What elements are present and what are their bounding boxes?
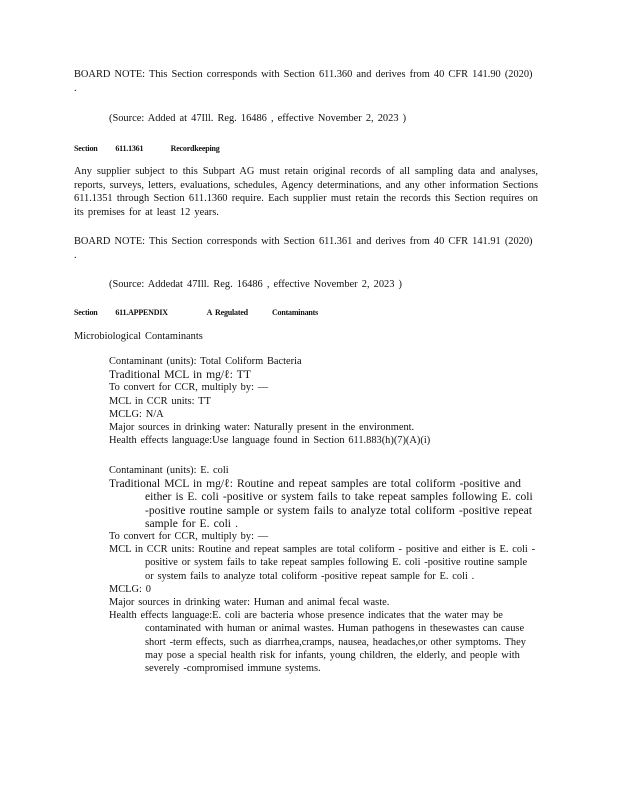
mcl-ccr-units: MCL in CCR units: Routine and repeat samples are total coliform - positive and either is E. coli -positive or system fails to take repeat samples following E. coli -positive routine sample or system fails to analyze total coliform -positive repeat sample for E. coli . — [109, 544, 536, 582]
mclg: MCLG: N/A — [109, 408, 164, 420]
contaminant-total-coliform — [109, 355, 539, 447]
board-note-1: BOARD NOTE: This Section corresponds with Section 611.360 and derives from 40 CFR 141.90 (2020) . — [74, 69, 533, 94]
major-sources: Major sources in drinking water: Human and animal fecal waste. — [109, 597, 390, 609]
section-number: 611.1361 — [115, 144, 144, 153]
major-sources: Major sources in drinking water: Naturally present in the environment. — [109, 422, 415, 434]
section-title: A Regulated — [206, 308, 248, 317]
convert-factor: To convert for CCR, multiply by: — — [109, 531, 269, 543]
mcl-ccr-units: MCL in CCR units: TT — [109, 395, 211, 407]
section-label: Section — [74, 144, 98, 153]
board-note-2: BOARD NOTE: This Section corresponds with Section 611.361 and derives from 40 CFR 141.91 (2020) . — [74, 236, 533, 261]
contaminant-name: Contaminant (units): Total Coliform Bacteria — [109, 356, 302, 367]
convert-factor: To convert for CCR, multiply by: — — [109, 382, 269, 394]
contaminant-name: Contaminant (units): E. coli — [109, 465, 229, 476]
section-title-2: Contaminants — [271, 308, 318, 317]
traditional-mcl: Traditional MCL in mg/ℓ: Routine and repeat samples are total coliform -positive and either is E. coli -positive or system fails to take repeat samples following E. coli -positive routine sample or system fails to analyze total coliform -positive repeat sample for E. coli . — [109, 477, 533, 530]
category-heading: Microbiological Contaminants — [74, 331, 203, 342]
section-number: 611.APPENDIX — [115, 308, 168, 317]
health-effects: Health effects language:Use language found in Section 611.883(h)(7)(A)(i) — [109, 435, 431, 447]
traditional-mcl: Traditional MCL in mg/ℓ: TT — [109, 368, 251, 382]
recordkeeping-paragraph: Any supplier subject to this Subpart AG must retain original records of all sampling data and analyses, reports, surveys, letters, evaluations, schedules, Agency determinations, and any other information Sections 611.1351 through Section 611.1360 require. Each supplier must retain the records this Section requires on its premises for at least 12 years. — [74, 166, 538, 218]
source-note-1: (Source: Added at 47Ill. Reg. 16486 , effective November 2, 2023 ) — [109, 113, 407, 124]
section-heading-2 — [74, 306, 538, 320]
health-effects: Health effects language:E. coli are bacteria whose presence indicates that the water may be contaminated with human or animal wastes. Human pathogens in thesewastes can cause short -term effects, such as diarrhea,cramps, nausea, headaches,or other symptoms. They may pose a special health risk for infants, young children, the elderly, and people with severely -compromised immune systems. — [109, 610, 526, 675]
source-note-2: (Source: Addedat 47Ill. Reg. 16486 , effective November 2, 2023 ) — [109, 279, 402, 290]
section-title: Recordkeeping — [170, 144, 220, 153]
mclg: MCLG: 0 — [109, 583, 151, 595]
contaminant-e-coli — [109, 464, 539, 675]
section-label: Section — [74, 308, 98, 317]
section-heading-1 — [74, 142, 538, 156]
